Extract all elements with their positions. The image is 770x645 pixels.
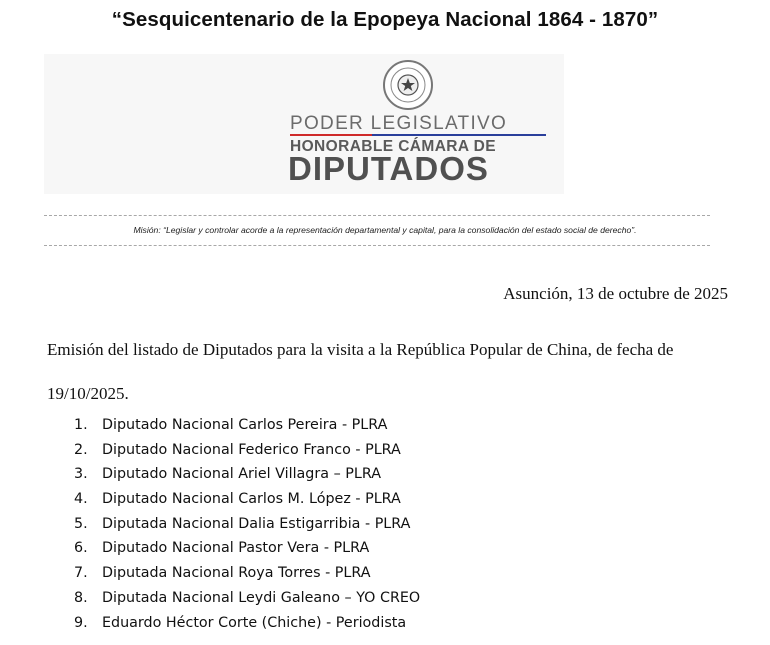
list-item-number: 5.	[74, 515, 88, 532]
list-item-number: 7.	[74, 565, 88, 582]
divider-bottom	[44, 245, 710, 246]
logo-diputados: DIPUTADOS	[288, 150, 489, 187]
list-item-text: Diputado Nacional Federico Franco - PLRA	[102, 441, 401, 458]
list-item-text: Diputado Nacional Pastor Vera - PLRA	[102, 540, 370, 557]
list-item-text: Diputada Nacional Roya Torres - PLRA	[102, 565, 371, 582]
list-item-number: 1.	[74, 417, 88, 433]
list-item	[74, 611, 420, 636]
list-item	[74, 512, 420, 537]
list-item	[74, 561, 420, 586]
intro-paragraph: Emisión del listado de Diputados para la visita a la República Popular de China, de fecha de 19/10/2025.	[47, 340, 674, 403]
mission-statement: Misión: “Legislar y controlar acorde a la representación departamental y capital, para la consolidación del estado social de derecho”.	[133, 225, 637, 235]
deputies-list	[74, 413, 420, 635]
list-item-text: Diputado Nacional Carlos Pereira - PLRA	[102, 417, 388, 433]
list-item	[74, 536, 420, 561]
list-item-text: Diputado Nacional Carlos M. López - PLRA	[102, 491, 401, 508]
logo-blue-rule	[372, 134, 546, 136]
logo-honorable-camara: HONORABLE CÁMARA DE	[290, 138, 496, 155]
list-item-number: 2.	[74, 441, 88, 458]
list-item	[74, 487, 420, 512]
logo-poder-legislativo: PODER LEGISLATIVO	[290, 113, 508, 134]
list-item-text: Diputado Nacional Ariel Villagra – PLRA	[102, 466, 381, 483]
commemoration-heading: “Sesquicentenario de la Epopeya Nacional 1864 - 1870”	[111, 8, 659, 31]
national-seal-icon	[382, 59, 434, 111]
list-item-number: 8.	[74, 589, 88, 606]
list-item-number: 3.	[74, 466, 88, 483]
list-item	[74, 438, 420, 463]
list-item-text: Diputada Nacional Leydi Galeano – YO CREO	[102, 589, 421, 606]
list-item	[74, 586, 420, 611]
list-item-text: Eduardo Héctor Corte (Chiche) - Periodista	[102, 614, 407, 631]
list-item-number: 6.	[74, 540, 88, 557]
list-item	[74, 413, 420, 438]
list-item-number: 9.	[74, 614, 88, 631]
list-item	[74, 462, 420, 487]
list-item-number: 4.	[74, 491, 88, 508]
date-line: Asunción, 13 de octubre de 2025	[503, 284, 728, 303]
list-item-text: Diputada Nacional Dalia Estigarribia - PLRA	[102, 515, 411, 532]
logo-red-rule	[290, 134, 372, 136]
divider-top	[44, 215, 710, 216]
